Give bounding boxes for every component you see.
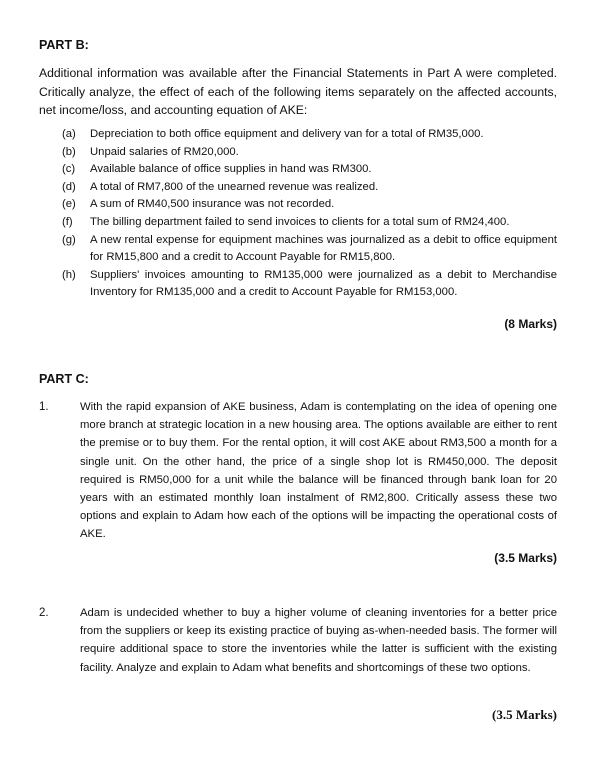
list-item: [62, 144, 557, 162]
part-b-item-list: [62, 126, 557, 302]
item-label: (h): [62, 268, 76, 281]
item-label: (e): [62, 198, 76, 211]
question-number: 2.: [39, 607, 49, 619]
item-label: (b): [62, 145, 76, 158]
list-item: [62, 161, 557, 179]
question-number: 1.: [39, 401, 49, 413]
list-item: [62, 126, 557, 144]
part-b-marks: (8 Marks): [504, 317, 557, 331]
item-label: (c): [62, 163, 76, 176]
part-c-heading: PART C:: [39, 372, 89, 386]
item-label: (f): [62, 215, 73, 228]
list-item: [62, 214, 557, 232]
item-label: (a): [62, 128, 76, 140]
question-text: With the rapid expansion of AKE business, Adam is contemplating on the idea of opening one more branch at strategic location in a new housing area. The options available are either to rent the premise or to buy them. For the rental option, it will cost AKE about RM3,500 a month for a single unit. On the other hand, the price of a single shop lot is RM450,000. The deposit required is RM50,000 for a unit while the balance will be financed through bank loan for 20 years with an estimated monthly loan instalment of RM2,800. Critically assess these two options and explain to Adam how each of the options will be impacting the operational costs of AKE.: [80, 401, 557, 541]
item-text: Depreciation to both office equipment and delivery van for a total of RM35,000.: [90, 128, 484, 140]
part-b-intro: Additional information was available after the Financial Statements in Part A were completed. Critically analyze, the effect of each of the following items separately on the affected accounts, net income/loss, and accounting equation of AKE:: [39, 66, 557, 117]
list-item: [62, 179, 557, 197]
question-1-marks: (3.5 Marks): [494, 551, 557, 565]
item-text: A total of RM7,800 of the unearned revenue was realized.: [90, 180, 379, 193]
part-b-heading: PART B:: [39, 38, 89, 52]
item-text: Unpaid salaries of RM20,000.: [90, 145, 239, 158]
item-text: A sum of RM40,500 insurance was not recorded.: [90, 198, 335, 211]
list-item: [62, 232, 557, 267]
item-text: The billing department failed to send invoices to clients for a total sum of RM24,400.: [90, 215, 510, 228]
item-label: (g): [62, 233, 76, 246]
question-text: Adam is undecided whether to buy a higher volume of cleaning inventories for a better price from the suppliers or keep its existing practice of buying as-when-needed basis. The former will require additional space to store the inventories while the latter is sufficient with the existing facility. Analyze and explain to Adam what benefits and shortcomings of these two options.: [80, 607, 557, 674]
question-2: [39, 604, 557, 677]
list-item: [62, 267, 557, 302]
item-text: Suppliers' invoices amounting to RM135,000 were journalized as a debit to Merchandise Inventory for RM135,000 and a credit to Account Payable for RM153,000.: [90, 268, 557, 299]
item-label: (d): [62, 180, 76, 193]
list-item: [62, 196, 557, 214]
question-1: [39, 398, 557, 544]
item-text: A new rental expense for equipment machines was journalized as a debit to office equipment for RM15,800 and a credit to Account Payable for RM15,800.: [90, 233, 557, 264]
question-2-marks: (3.5 Marks): [492, 707, 557, 722]
item-text: Available balance of office supplies in hand was RM300.: [90, 163, 372, 176]
